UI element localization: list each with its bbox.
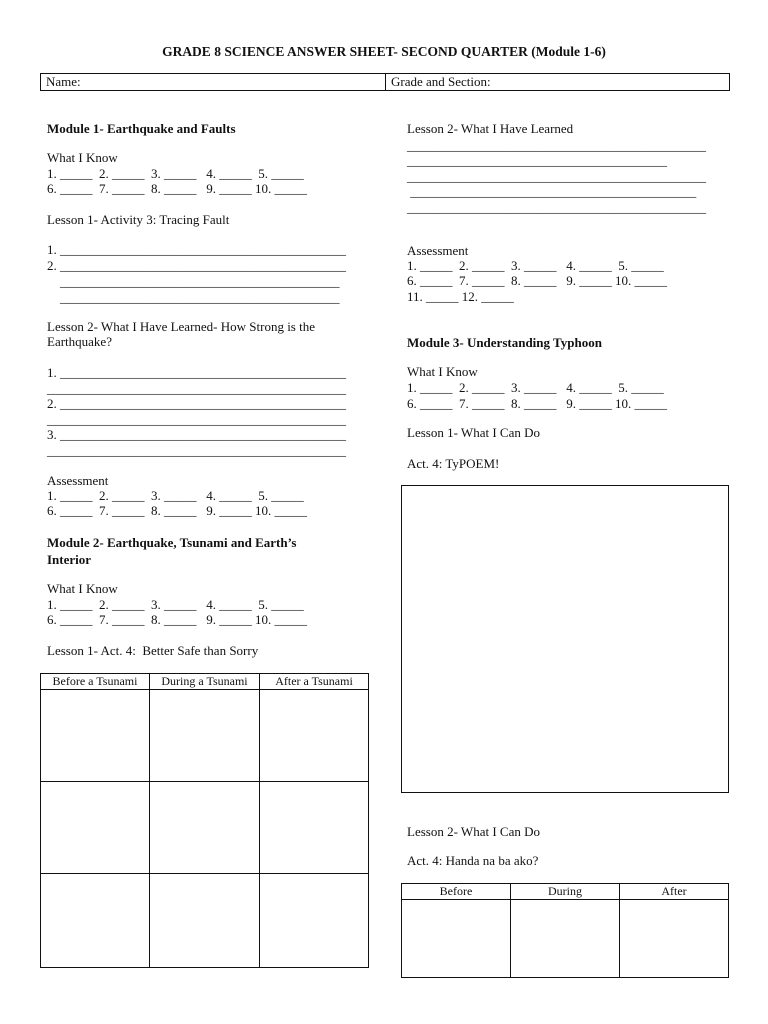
module3-what-i-know-row2[interactable]: 6. _____ 7. _____ 8. _____ 9. _____ 10. _____ bbox=[407, 396, 667, 411]
module2-assessment-row3[interactable]: 11. _____ 12. _____ bbox=[407, 289, 514, 304]
typhoon-header-before: Before bbox=[402, 884, 511, 900]
typhoon-cell-after[interactable] bbox=[620, 900, 729, 978]
module3-what-i-know-row1[interactable]: 1. _____ 2. _____ 3. _____ 4. _____ 5. _____ bbox=[407, 380, 664, 395]
grade-section-field[interactable]: Grade and Section: bbox=[391, 74, 491, 89]
learned-line-3[interactable]: ______________________________________________ bbox=[407, 169, 706, 184]
module3-what-i-know-label: What I Know bbox=[407, 364, 478, 379]
handa-na-ba-ako-label: Act. 4: Handa na ba ako? bbox=[407, 853, 539, 868]
module2-heading-line-a: Module 2- Earthquake, Tsunami and Earth’s bbox=[47, 535, 297, 550]
lesson2-question-line-a: Lesson 2- What I Have Learned- How Strong is the bbox=[47, 319, 315, 334]
tsunami-cell-after-2[interactable] bbox=[260, 782, 369, 874]
earthquake-strength-line-3[interactable]: 2. ____________________________________________ bbox=[47, 396, 346, 411]
earthquake-strength-line-2[interactable]: ______________________________________________ bbox=[47, 381, 346, 396]
typhoon-header-after: After bbox=[620, 884, 729, 900]
module1-what-i-know-row2[interactable]: 6. _____ 7. _____ 8. _____ 9. _____ 10. _____ bbox=[47, 181, 307, 196]
tsunami-cell-before-3[interactable] bbox=[41, 874, 150, 968]
tsunami-cell-before-2[interactable] bbox=[41, 782, 150, 874]
module1-assessment-label: Assessment bbox=[47, 473, 109, 488]
tsunami-table bbox=[40, 673, 369, 968]
tsunami-cell-after-1[interactable] bbox=[260, 690, 369, 782]
module1-assessment-row1[interactable]: 1. _____ 2. _____ 3. _____ 4. _____ 5. _____ bbox=[47, 488, 304, 503]
typhoon-header-during: During bbox=[511, 884, 620, 900]
earthquake-strength-line-6[interactable]: ______________________________________________ bbox=[47, 443, 346, 458]
learned-line-2[interactable]: ________________________________________ bbox=[407, 153, 667, 168]
module3-lesson2-label: Lesson 2- What I Can Do bbox=[407, 824, 540, 839]
module2-what-i-know-label: What I Know bbox=[47, 581, 118, 596]
learned-line-4[interactable]: ____________________________________________ bbox=[407, 184, 697, 199]
tsunami-cell-during-1[interactable] bbox=[150, 690, 260, 782]
earthquake-strength-line-4[interactable]: ______________________________________________ bbox=[47, 412, 346, 427]
earthquake-strength-line-1[interactable]: 1. ____________________________________________ bbox=[47, 365, 346, 380]
lesson1-activity3-label: Lesson 1- Activity 3: Tracing Fault bbox=[47, 212, 230, 227]
module2-what-i-know-row1[interactable]: 1. _____ 2. _____ 3. _____ 4. _____ 5. _____ bbox=[47, 597, 304, 612]
module1-assessment-row2[interactable]: 6. _____ 7. _____ 8. _____ 9. _____ 10. _____ bbox=[47, 503, 307, 518]
tsunami-cell-after-3[interactable] bbox=[260, 874, 369, 968]
name-field[interactable]: Name: bbox=[41, 74, 386, 90]
module2-lesson2-label: Lesson 2- What I Have Learned bbox=[407, 121, 574, 136]
module2-assessment-label: Assessment bbox=[407, 243, 469, 258]
tsunami-cell-before-1[interactable] bbox=[41, 690, 150, 782]
lesson2-question-line-b: Earthquake? bbox=[47, 334, 112, 349]
tsunami-header-after: After a Tsunami bbox=[260, 674, 369, 690]
tsunami-header-during: During a Tsunami bbox=[150, 674, 260, 690]
tsunami-cell-during-3[interactable] bbox=[150, 874, 260, 968]
tracing-fault-line-4[interactable]: ___________________________________________ bbox=[47, 290, 340, 305]
module2-assessment-row2[interactable]: 6. _____ 7. _____ 8. _____ 9. _____ 10. _____ bbox=[407, 273, 667, 288]
module1-what-i-know-label: What I Know bbox=[47, 150, 118, 165]
earthquake-strength-line-5[interactable]: 3. ____________________________________________ bbox=[47, 427, 346, 442]
module3-heading: Module 3- Understanding Typhoon bbox=[407, 335, 602, 350]
typhoon-cell-during[interactable] bbox=[511, 900, 620, 978]
module2-heading-line-b: Interior bbox=[47, 552, 92, 567]
typhoon-cell-before[interactable] bbox=[402, 900, 511, 978]
learned-line-1[interactable]: ______________________________________________ bbox=[407, 138, 706, 153]
typhoon-preparedness-table bbox=[401, 883, 729, 978]
page-title: GRADE 8 SCIENCE ANSWER SHEET- SECOND QUARTER (Module 1-6) bbox=[162, 44, 606, 59]
tracing-fault-line-3[interactable]: ___________________________________________ bbox=[47, 274, 340, 289]
tsunami-header-before: Before a Tsunami bbox=[41, 674, 150, 690]
tracing-fault-line-2[interactable]: 2. ____________________________________________ bbox=[47, 258, 346, 273]
typoem-answer-box[interactable] bbox=[401, 485, 729, 793]
learned-line-5[interactable]: ______________________________________________ bbox=[407, 200, 706, 215]
tsunami-cell-during-2[interactable] bbox=[150, 782, 260, 874]
module2-assessment-row1[interactable]: 1. _____ 2. _____ 3. _____ 4. _____ 5. _____ bbox=[407, 258, 664, 273]
module3-lesson1-label: Lesson 1- What I Can Do bbox=[407, 425, 540, 440]
tracing-fault-line-1[interactable]: 1. ____________________________________________ bbox=[47, 242, 346, 257]
module2-what-i-know-row2[interactable]: 6. _____ 7. _____ 8. _____ 9. _____ 10. _____ bbox=[47, 612, 307, 627]
module1-heading: Module 1- Earthquake and Faults bbox=[47, 121, 236, 136]
typoem-label: Act. 4: TyPOEM! bbox=[407, 456, 500, 471]
name-grade-box bbox=[40, 73, 730, 91]
module1-what-i-know-row1[interactable]: 1. _____ 2. _____ 3. _____ 4. _____ 5. _____ bbox=[47, 166, 304, 181]
module2-lesson1-act4-label: Lesson 1- Act. 4: Better Safe than Sorry bbox=[47, 643, 259, 658]
